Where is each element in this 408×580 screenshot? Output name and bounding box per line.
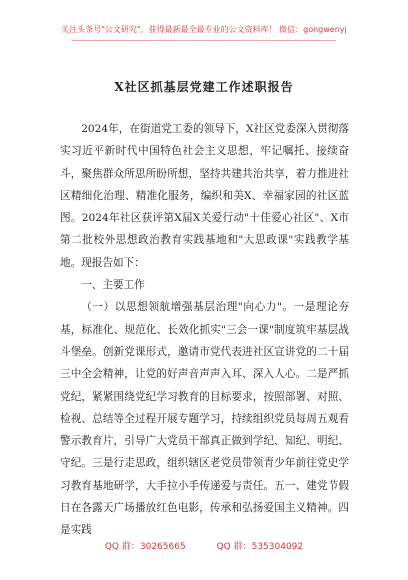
footer-qq-group-1: QQ 群：30265665 (104, 542, 186, 552)
body-paragraph: （一）以思想领航增强基层治理"向心力"。一是理论夯基，标准化、规范化、长效化抓实"三会一课"制度筑牢基层战斗堡垒。创新党课形式，邀请市党代表进社区宣讲党的二十届三中全会精神，让党的好声音声声入耳、深入人心。二是严抓党纪，紧紧围绕党纪学习教育的目标要求，按照部署、对照、检视、总结等全过程开展专题学习，持续组织党员每周五观看警示教育片，引导广大党员干部真正做到学纪、知纪、明纪、守纪。三是行走思政，组织辖区老党员带领青少年前往党史学习教育基地研学，大手拉小手传递爱与责任。五一、建党节假日在各露天广场播放红色电影，传承和弘扬爱国主义精神。四是实践 (60, 301, 349, 537)
header-banner: 关注头条号"公文研究"，获得最新最全最专业的公文资料库！ 微信：gongwenyj (61, 25, 347, 34)
document-body (60, 118, 349, 542)
intro-paragraph: 2024年，在街道党工委的领导下，X社区党委深入贯彻落实习近平新时代中国特色社会主义思想，牢记嘱托、接续奋斗，聚焦群众所思所盼所想，坚持共建共治共享，着力推进社区精细化治理、精准化服务，编织和美X、幸福家园的社区蓝图。2024年社区获评第X届X关爱行动"十佳爱心社区"、X市第二批校外思想政治教育实践基地和"大思政课"实践教学基地。现报告如下： (60, 123, 349, 269)
footer-contact (0, 539, 408, 552)
header-divider (72, 40, 336, 41)
document-title: X社区抓基层党建工作述职报告 (114, 80, 294, 94)
section-heading: 一、主要工作 (81, 279, 145, 292)
footer-qq-group-2: QQ 群：535304092 (216, 542, 304, 552)
